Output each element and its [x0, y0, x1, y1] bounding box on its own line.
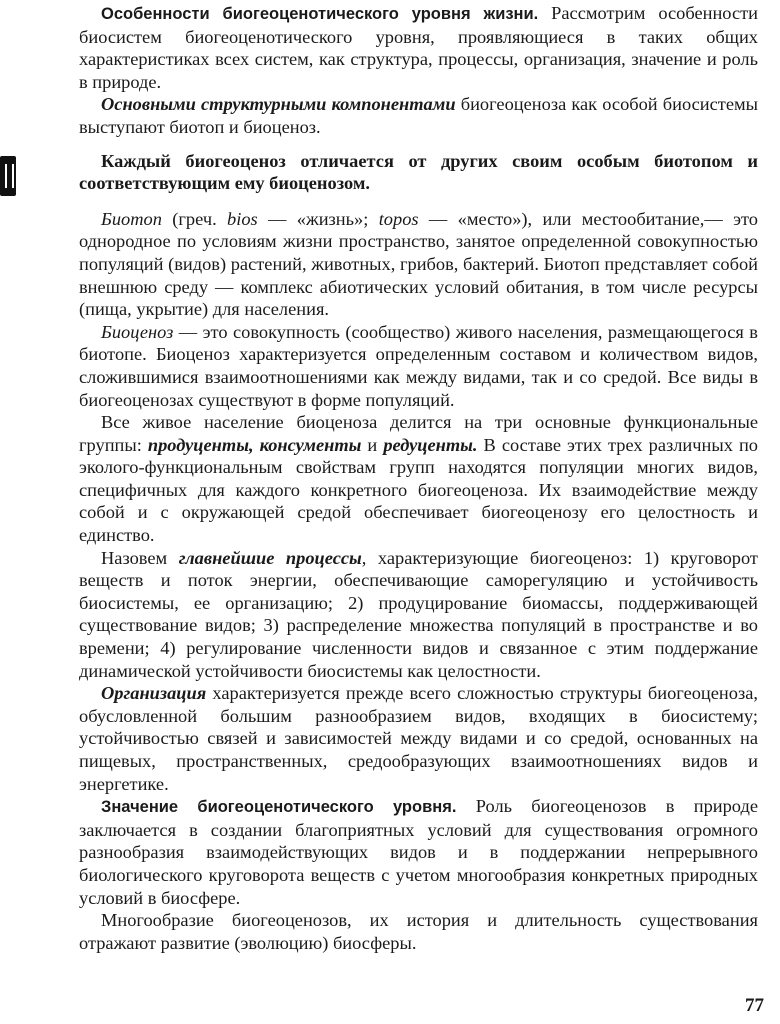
significance-paragraph	[79, 795, 758, 909]
groups-text-3: В составе этих трех различных по эколого-функциональным свойствам групп находятся популяции многих видов, специфичных для каждого конкретного биогеоценоза. Их взаимодействие между собой и с окружающей средой обеспечивает биогеоценозу его целостность и единство.	[79, 434, 758, 546]
structure-paragraph	[79, 93, 758, 138]
biotop-word-topos: topos	[378, 208, 419, 229]
info-block-marker-icon	[0, 156, 16, 196]
structure-text: биогеоценоза как особой биосистемы выступают биотоп и биоценоз.	[79, 94, 758, 137]
final-paragraph: Многообразие биогеоценозов, их история и длительность существования отражают развитие (эволюцию) биосферы.	[79, 910, 758, 953]
processes-term: главнейшие процессы	[178, 547, 362, 568]
organization-text: характеризуется прежде всего сложностью структуры биогеоценоза, обусловленной большим разнообразием видов, входящих в биосистему; устойчивостью связей и зависимостей между видами и со средой, основанных на пищевых, пространственных, средообразующих взаимоотношениях видов и энергетике.	[79, 683, 758, 794]
groups-paragraph	[79, 411, 758, 547]
organization-term: Организация	[101, 683, 207, 704]
organization-paragraph	[79, 682, 758, 795]
intro-text: Рассмотрим особенности биосистем биогеоценотического уровня, проявляющиеся в таких общих характеристиках всех систем, как структура, процессы, организация, значение и роль в природе.	[79, 3, 758, 92]
structure-term: Основными структурными компонентами	[101, 94, 456, 115]
significance-heading: Значение биогеоценотического уровня.	[101, 798, 457, 817]
biocenoz-paragraph	[79, 321, 758, 411]
groups-term-1: продуценты, консументы	[147, 434, 362, 455]
biotop-word-bios: bios	[227, 208, 258, 229]
biocenoz-text: — это совокупность (сообщество) живого населения, размещающегося в биотопе. Биоценоз характеризуется определенным составом и количеством видов, сложившимися взаимоотношениями как между видами, так и со средой. Все виды в биогеоценозах существуют в форме популяций.	[79, 321, 758, 410]
biotop-text-3: — «место»), или местообитание,— это однородное по условиям жизни пространство, занятое определенной совокупностью популяций (видов) растений, животных, грибов, бактерий. Биотоп представляет собой внешнюю среду — комплекс абиотических условий обитания, в том числе ресурсы (пища, укрытие) для населения.	[79, 208, 758, 320]
biotop-term: Биотоп	[101, 208, 162, 229]
biocenoz-term: Биоценоз	[101, 321, 174, 342]
intro-heading: Особенности биогеоценотического уровня жизни.	[101, 5, 539, 23]
biotop-paragraph	[79, 208, 758, 321]
biotop-text-2: — «жизнь»;	[257, 208, 379, 229]
groups-term-2: редуценты.	[383, 434, 478, 455]
groups-text-2: и	[361, 434, 384, 455]
significance-text: Роль биогеоценозов в природе заключается в создании благоприятных условий для существования огромного разнообразия взаимодействующих видов и в поддержании непрерывного биологического круговорота веществ с учетом многообразия конкретных природных условий в биосфере.	[79, 796, 758, 908]
key-statement: Каждый биогеоценоз отличается от других своим особым биотопом и соответствующим ему биоценозом.	[79, 150, 758, 194]
processes-paragraph	[79, 547, 758, 683]
text-column	[79, 2, 758, 954]
intro-paragraph	[79, 2, 758, 93]
page-number: 77	[745, 995, 764, 1016]
processes-text-1: Назовем	[101, 547, 179, 568]
biotop-text-1: (греч.	[161, 208, 228, 229]
groups-text-1: Все живое население биоценоза делится на три основные функциональные группы:	[79, 412, 758, 455]
processes-text-2: , характеризующие биогеоценоз: 1) круговорот веществ и поток энергии, обеспечивающие саморегуляцию и устойчивость биосистемы, ее организацию; 2) продуцирование биомассы, поддерживающей существование видов; 3) распределение множества популяций в пространстве и во времени; 4) регулирование численности видов и связанное с этим поддержание динамической устойчивости биосистемы как целостности.	[79, 547, 758, 681]
